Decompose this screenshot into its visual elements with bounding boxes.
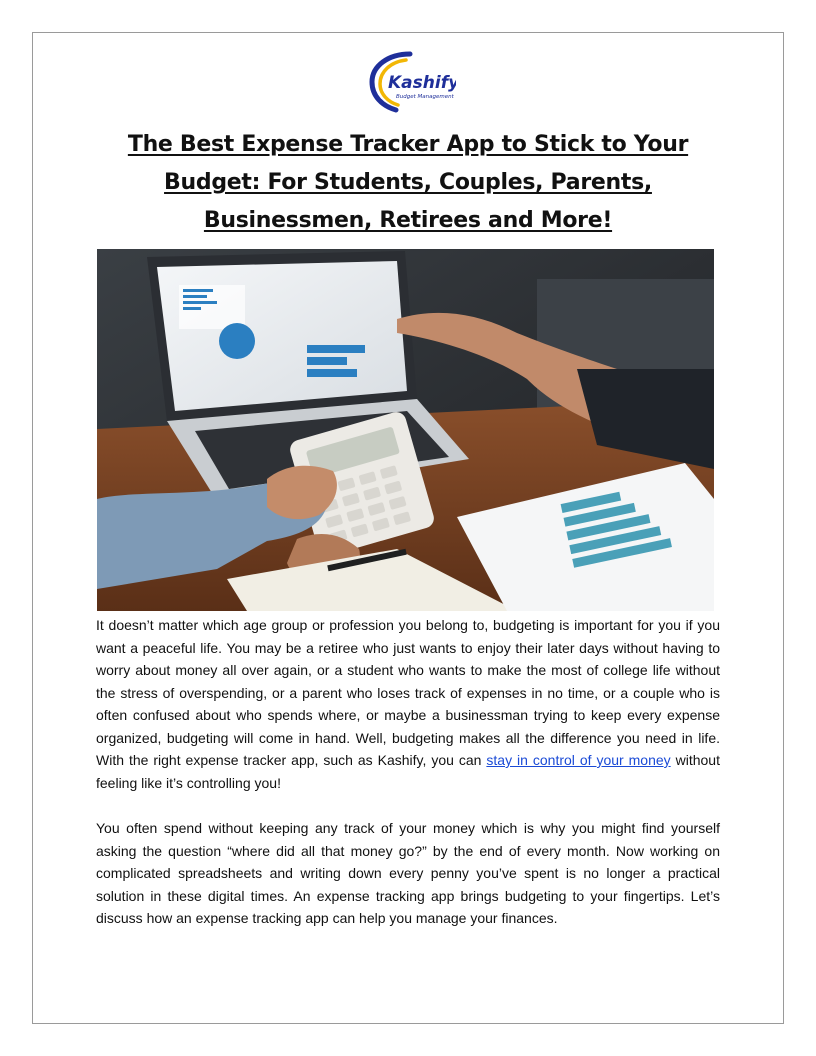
stay-in-control-link[interactable]: stay in control of your money (486, 752, 671, 768)
intro-text-before-link: It doesn’t matter which age group or profession you belong to, budgeting is important for you if you want a peaceful life. You may be a retiree who just wants to enjoy their later days without having to worry about money all over again, or a student who wants to make the most of college life without the stress of overspending, or a parent who loses track of expenses in no time, or a couple who is often confused about who spends where, or maybe a businessman trying to keep every expense organized, budgeting will come in hand. Well, budgeting makes all the difference you need in life. With the right expense tracker app, such as Kashify, you can (96, 617, 720, 768)
kashify-logo (366, 48, 456, 114)
page-title: The Best Expense Tracker App to Stick to Your Budget: For Students, Couples, Parents, Businessmen, Retirees and More! (127, 132, 689, 233)
logo-tagline: Budget Management (396, 94, 454, 100)
logo-brand: Kashify (388, 73, 456, 93)
intro-paragraph (96, 614, 720, 794)
laptop-calculator-photo (97, 249, 714, 611)
intro-text-after-link: without feeling like it’s controlling you! (96, 752, 720, 791)
hero-image (97, 249, 714, 611)
second-paragraph: You often spend without keeping any track of your money which is why you might find yourself asking the question “where did all that money go?” by the end of every month. Now working on complicated spreadsheets and writing down every penny you’ve spent is no longer a practical solution in these digital times. An expense tracking app brings budgeting to your fingertips. Let’s discuss how an expense tracking app can help you manage your finances. (96, 820, 720, 926)
